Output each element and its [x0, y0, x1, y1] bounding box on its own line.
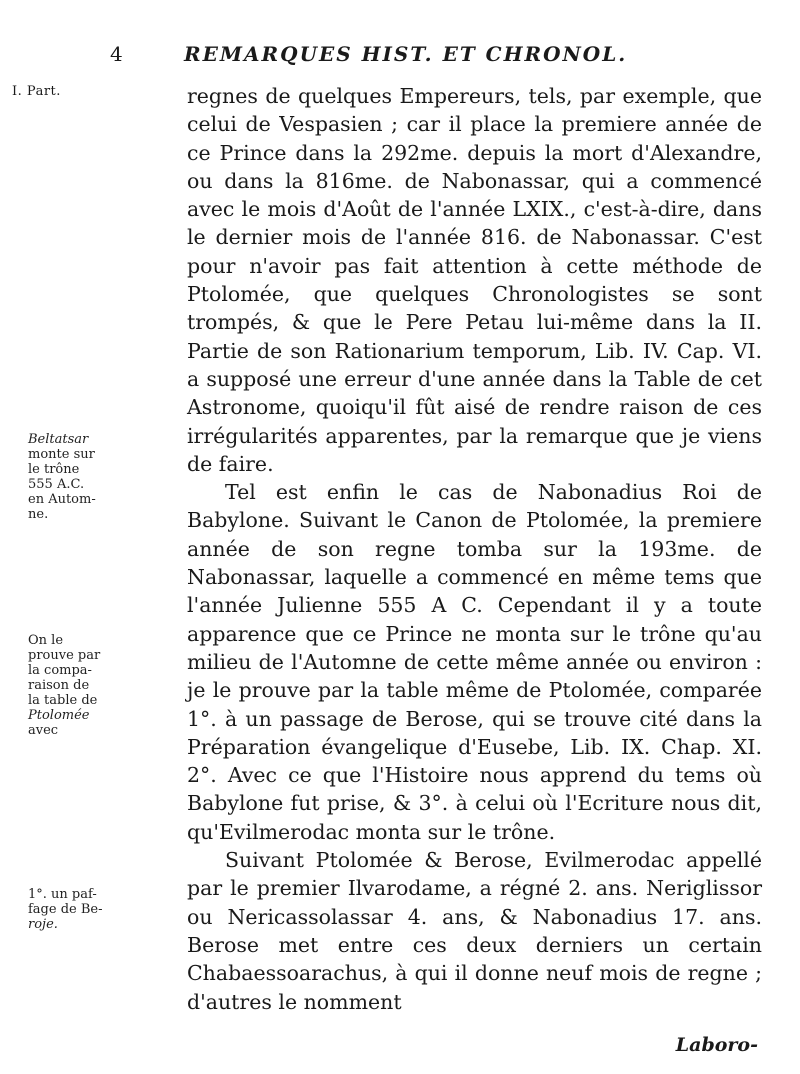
margin-line: en Autom-: [28, 492, 96, 507]
margin-line: roje.: [28, 917, 58, 932]
margin-line: 1°. un paf-: [28, 887, 97, 902]
running-title: REMARQUES HIST. ET CHRONOL.: [184, 42, 628, 66]
margin-line: Beltatsar: [28, 432, 89, 447]
page-number: 4: [110, 42, 124, 66]
margin-line: On le: [28, 633, 64, 648]
margin-note-passage: [28, 887, 110, 932]
paragraph: Suivant Ptolomée & Berose, Evilmerodac appellé par le premier Ilvarodame, a régné 2. ans. Neriglissor ou Nericassolassar 4. ans, & Nabonadius 17. ans. Berose met entre ces deux derniers un certain Chabaessoarachus, à qui il donne neuf mois de regne ; d'autres le nomment: [187, 848, 762, 1014]
margin-line: prouve par: [28, 648, 101, 663]
margin-line: Ptolomée: [28, 708, 90, 723]
paragraph: regnes de quelques Empereurs, tels, par exemple, que celui de Vespasien ; car il place la premiere année de ce Prince dans la 292me. depuis la mort d'Alexandre, ou dans la 816me. de Nabonassar, qui a commencé avec le mois d'Août de l'année LXIX., c'est-à-dire, dans le dernier mois de l'année 816. de Nabonassar. C'est pour n'avoir pas fait attention à cette méthode de Ptolomée, que quelques Chronologistes se sont trompés, & que le Pere Petau lui-même dans la II. Partie de son Rationarium temporum, Lib. IV. Cap. VI. a supposé une erreur d'une année dans la Table de cet Astronome, quoiqu'il fût aisé de rendre raison de ces irrégularités apparentes, par la remarque que je viens de faire.: [187, 84, 762, 476]
margin-part-label: I. Part.: [12, 84, 61, 99]
paragraph: Tel est enfin le cas de Nabonadius Roi de Babylone. Suivant le Canon de Ptolomée, la premiere année de son regne tomba sur la 193me. de Nabonassar, laquelle a commencé en même tems que l'année Julienne 555 A C. Cependant il y a toute apparence que ce Prince ne monta sur le trône qu'au milieu de l'Automne de cette même année ou environ : je le prouve par la table même de Ptolomée, comparée 1°. à un passage de Berose, qui se trouve cité dans la Préparation évangelique d'Eusebe, Lib. IX. Chap. XI. 2°. Avec ce que l'Histoire nous apprend du tems où Babylone fut prise, & 3°. à celui où l'Ecriture nous dit, qu'Evilmerodac monta sur le trône.: [187, 480, 762, 844]
main-text: [187, 82, 762, 1016]
margin-line: 555 A.C.: [28, 477, 85, 492]
margin-note-beltatsar: [28, 432, 110, 522]
catchword: Laboro-: [675, 1034, 758, 1056]
margin-line: raison de: [28, 678, 90, 693]
margin-line: fage de Be-: [28, 902, 103, 917]
margin-line: ne.: [28, 507, 49, 522]
margin-note-table: [28, 633, 110, 738]
margin-line: la compa-: [28, 663, 92, 678]
margin-line: la table de: [28, 693, 98, 708]
margin-line: monte sur: [28, 447, 95, 462]
margin-line: avec: [28, 723, 59, 738]
margin-line: le trône: [28, 462, 80, 477]
